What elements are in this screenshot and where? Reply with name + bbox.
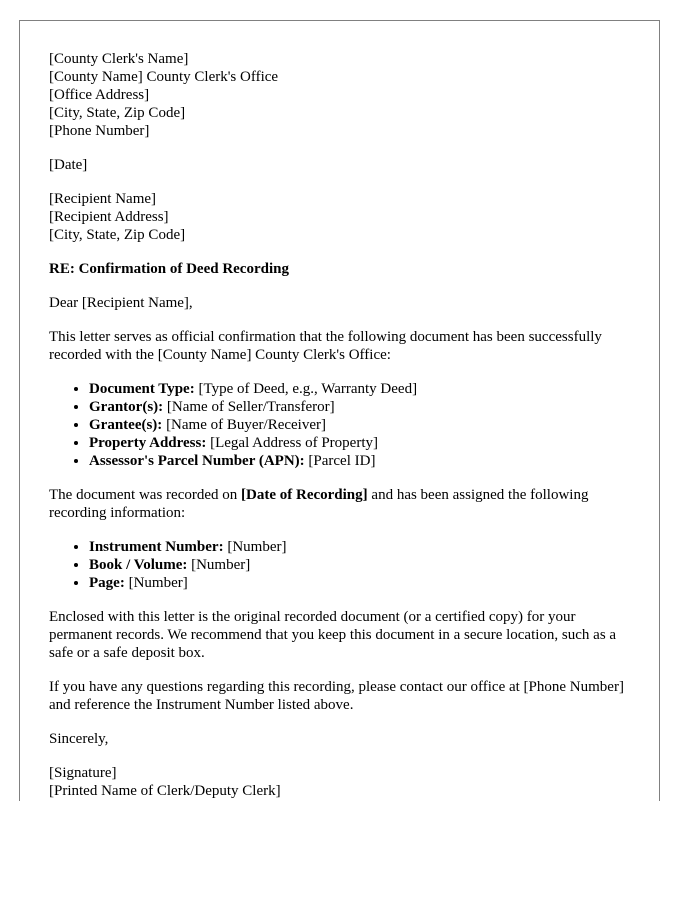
letter-page: [19, 20, 660, 801]
signature: [Signature]: [49, 765, 117, 781]
detail-label: Grantee(s):: [89, 417, 163, 433]
detail-label: Assessor's Parcel Number (APN):: [89, 453, 305, 469]
sender-name: [County Clerk's Name]: [49, 51, 189, 67]
detail-value: [Name of Buyer/Receiver]: [162, 417, 326, 433]
detail-value: [Name of Seller/Transferor]: [163, 399, 335, 415]
recording-date: [Date of Recording]: [241, 487, 368, 503]
date-block: [49, 156, 639, 174]
list-item: [89, 416, 639, 434]
detail-value: [Legal Address of Property]: [206, 435, 378, 451]
detail-label: Property Address:: [89, 435, 207, 451]
recording-text-after: and has been assigned the following recording information:: [49, 487, 589, 521]
document-details-list: [49, 380, 639, 470]
detail-value: [Type of Deed, e.g., Warranty Deed]: [194, 381, 418, 397]
subject-line: RE: Confirmation of Deed Recording: [49, 261, 289, 277]
detail-label: Book / Volume:: [89, 557, 188, 573]
letter-content: [49, 50, 639, 800]
recipient-block: [49, 190, 639, 244]
recording-text-before: The document was recorded on: [49, 487, 242, 503]
list-item: [89, 556, 639, 574]
enclosure-paragraph: Enclosed with this letter is the original recorded document (or a certified copy) for your permanent records. We recommend that you keep this document in a secure location, such as a safe or a safe deposit box.: [49, 609, 617, 661]
sender-office: [County Name] County Clerk's Office: [49, 69, 279, 85]
sender-phone: [Phone Number]: [49, 123, 150, 139]
list-item: [89, 398, 639, 416]
detail-value: [Number]: [223, 539, 287, 555]
sender-address: [Office Address]: [49, 87, 150, 103]
detail-label: Grantor(s):: [89, 399, 164, 415]
detail-value: [Number]: [124, 575, 188, 591]
list-item: [89, 538, 639, 556]
recording-paragraph: [49, 486, 639, 522]
list-item: [89, 452, 639, 470]
detail-label: Document Type:: [89, 381, 195, 397]
list-item: [89, 574, 639, 592]
list-item: [89, 380, 639, 398]
recipient-name: [Recipient Name]: [49, 191, 157, 207]
sender-city-state-zip: [City, State, Zip Code]: [49, 105, 186, 121]
letter-date: [Date]: [49, 157, 88, 173]
list-item: [89, 434, 639, 452]
recording-details-list: [49, 538, 639, 592]
detail-label: Instrument Number:: [89, 539, 224, 555]
questions-paragraph: If you have any questions regarding this recording, please contact our office at [Phone Number] and reference the Instrument Number listed above.: [49, 679, 624, 713]
sender-block: [49, 50, 639, 140]
intro-paragraph: This letter serves as official confirmation that the following document has been successfully recorded with the [County Name] County Clerk's Office:: [49, 329, 602, 363]
recipient-address: [Recipient Address]: [49, 209, 169, 225]
closing: Sincerely,: [49, 731, 109, 747]
detail-value: [Parcel ID]: [304, 453, 376, 469]
salutation: Dear [Recipient Name],: [49, 295, 193, 311]
detail-value: [Number]: [187, 557, 251, 573]
printed-name: [Printed Name of Clerk/Deputy Clerk]: [49, 783, 281, 799]
signature-block: [49, 764, 639, 800]
detail-label: Page:: [89, 575, 125, 591]
recipient-city-state-zip: [City, State, Zip Code]: [49, 227, 186, 243]
